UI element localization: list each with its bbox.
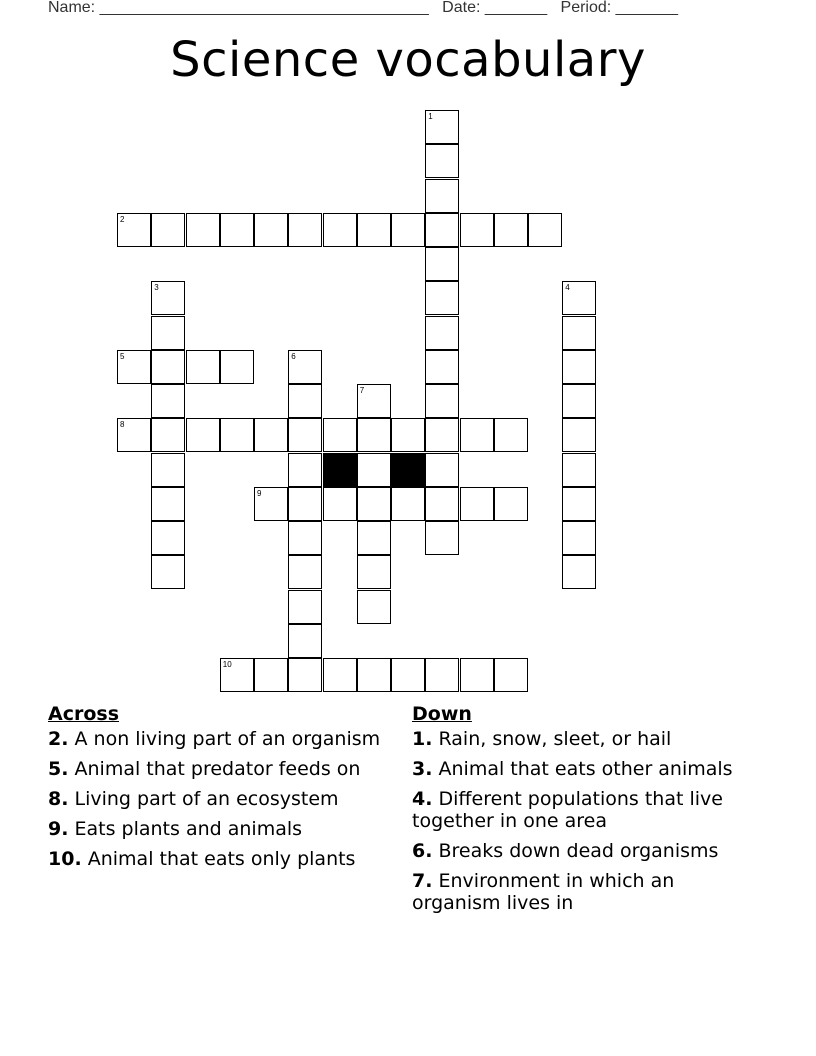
clue-text: Breaks down dead organisms bbox=[438, 840, 719, 862]
clue-across-8 bbox=[48, 788, 393, 810]
crossword-cell[interactable] bbox=[494, 418, 528, 452]
crossword-cell[interactable] bbox=[391, 658, 425, 692]
crossword-cell[interactable] bbox=[288, 555, 322, 589]
crossword-cell[interactable] bbox=[151, 316, 185, 350]
clue-number: 6. bbox=[412, 840, 433, 862]
crossword-cell[interactable] bbox=[494, 658, 528, 692]
crossword-cell[interactable] bbox=[562, 350, 596, 384]
clue-number-label: 4 bbox=[565, 283, 570, 293]
clue-number: 7. bbox=[412, 870, 433, 892]
clue-number-label: 7 bbox=[359, 386, 365, 395]
crossword-cell[interactable] bbox=[151, 350, 185, 384]
clue-number: 8. bbox=[48, 788, 69, 810]
crossword-black-cell bbox=[391, 453, 425, 487]
crossword-cell[interactable] bbox=[186, 213, 220, 247]
page-title: Science vocabulary bbox=[170, 32, 646, 88]
crossword-cell[interactable] bbox=[562, 555, 596, 589]
clue-text: Rain, snow, sleet, or hail bbox=[438, 728, 672, 750]
clue-across-5 bbox=[48, 758, 393, 780]
crossword-cell[interactable] bbox=[425, 213, 459, 247]
crossword-cell[interactable] bbox=[323, 418, 357, 452]
crossword-cell[interactable] bbox=[425, 487, 459, 521]
crossword-cell[interactable] bbox=[425, 350, 459, 384]
clue-down-7 bbox=[412, 870, 757, 914]
crossword-cell[interactable] bbox=[323, 213, 357, 247]
clue-down-3 bbox=[412, 758, 757, 780]
crossword-cell[interactable] bbox=[425, 179, 459, 213]
crossword-cell[interactable] bbox=[288, 453, 322, 487]
clue-text: Animal that eats only plants bbox=[87, 848, 356, 870]
crossword-cell[interactable] bbox=[562, 521, 596, 555]
clue-number: 1. bbox=[412, 728, 433, 750]
period-blank: _______ bbox=[615, 0, 678, 16]
crossword-cell[interactable] bbox=[562, 316, 596, 350]
crossword-cell[interactable] bbox=[288, 521, 322, 555]
date-blank: _______ bbox=[484, 0, 548, 16]
crossword-cell[interactable] bbox=[528, 213, 562, 247]
crossword-cell[interactable] bbox=[425, 658, 459, 692]
crossword-cell[interactable] bbox=[220, 418, 254, 452]
crossword-cell[interactable] bbox=[151, 487, 185, 521]
clue-number: 4. bbox=[412, 788, 433, 810]
clue-number: 10. bbox=[48, 848, 82, 870]
clue-number-label: 6 bbox=[291, 351, 296, 361]
clue-number-label: 8 bbox=[120, 420, 125, 430]
crossword-cell[interactable] bbox=[357, 487, 391, 521]
clue-down-4 bbox=[412, 788, 757, 832]
clue-number: 2. bbox=[48, 728, 69, 750]
crossword-cell[interactable] bbox=[425, 316, 459, 350]
crossword-cell[interactable] bbox=[391, 418, 425, 452]
crossword-cell[interactable] bbox=[151, 521, 185, 555]
crossword-cell[interactable] bbox=[220, 658, 254, 692]
clue-number-label: 3 bbox=[154, 283, 159, 293]
crossword-cell[interactable] bbox=[151, 418, 185, 452]
clue-across-10 bbox=[48, 848, 393, 870]
crossword-cell[interactable] bbox=[288, 487, 322, 521]
crossword-cell[interactable] bbox=[460, 213, 494, 247]
crossword-cell[interactable] bbox=[186, 418, 220, 452]
crossword-cell[interactable] bbox=[460, 418, 494, 452]
clue-text: A non living part of an organism bbox=[74, 728, 381, 750]
crossword-cell[interactable] bbox=[254, 487, 288, 521]
crossword-cell[interactable] bbox=[357, 453, 391, 487]
crossword-cell[interactable] bbox=[288, 350, 322, 384]
crossword-cell[interactable] bbox=[220, 213, 254, 247]
across-heading: Across bbox=[48, 703, 120, 725]
clue-text: Different populations that live together in one area bbox=[412, 788, 723, 832]
clue-number: 9. bbox=[48, 818, 69, 840]
crossword-cell[interactable] bbox=[425, 110, 459, 144]
name-blank: _____________________________________ bbox=[99, 0, 429, 16]
crossword-cell[interactable] bbox=[357, 418, 391, 452]
crossword-cell[interactable] bbox=[117, 213, 151, 247]
clue-text: Animal that predator feeds on bbox=[74, 758, 361, 780]
crossword-cell[interactable] bbox=[494, 487, 528, 521]
crossword-cell[interactable] bbox=[151, 453, 185, 487]
clue-number-label: 10 bbox=[222, 660, 232, 669]
crossword-cell[interactable] bbox=[151, 213, 185, 247]
crossword-cell[interactable] bbox=[357, 658, 391, 692]
crossword-cell[interactable] bbox=[220, 350, 254, 384]
clue-number-label: 1 bbox=[428, 112, 433, 121]
crossword-cell[interactable] bbox=[494, 213, 528, 247]
clue-down-1 bbox=[412, 728, 757, 750]
crossword-cell[interactable] bbox=[391, 213, 425, 247]
crossword-cell[interactable] bbox=[254, 213, 288, 247]
crossword-cell[interactable] bbox=[254, 418, 288, 452]
down-clues bbox=[412, 702, 757, 922]
crossword-cell[interactable] bbox=[151, 555, 185, 589]
clue-text: Animal that eats other animals bbox=[438, 758, 733, 780]
crossword-cell[interactable] bbox=[425, 521, 459, 555]
crossword-cell[interactable] bbox=[357, 384, 391, 418]
crossword-cell[interactable] bbox=[323, 487, 357, 521]
crossword-cell[interactable] bbox=[357, 590, 391, 624]
crossword-cell[interactable] bbox=[562, 281, 596, 315]
crossword-cell[interactable] bbox=[357, 521, 391, 555]
clue-text: Eats plants and animals bbox=[74, 818, 303, 840]
crossword-cell[interactable] bbox=[425, 144, 459, 178]
clue-number-label: 9 bbox=[257, 488, 262, 498]
crossword-cell[interactable] bbox=[562, 453, 596, 487]
clue-down-6 bbox=[412, 840, 757, 862]
clue-number: 3. bbox=[412, 758, 433, 780]
crossword-cell[interactable] bbox=[117, 418, 151, 452]
crossword-cell[interactable] bbox=[288, 590, 322, 624]
crossword-cell[interactable] bbox=[425, 418, 459, 452]
across-clues bbox=[48, 702, 393, 878]
clue-text: Living part of an ecosystem bbox=[74, 788, 339, 810]
crossword-cell[interactable] bbox=[357, 213, 391, 247]
crossword-cell[interactable] bbox=[425, 453, 459, 487]
clue-number-label: 2 bbox=[120, 214, 125, 224]
crossword-cell[interactable] bbox=[460, 487, 494, 521]
date-label: Date: bbox=[442, 0, 481, 16]
crossword-cell[interactable] bbox=[460, 658, 494, 692]
down-heading: Down bbox=[412, 703, 472, 725]
crossword-cell[interactable] bbox=[117, 350, 151, 384]
crossword-cell[interactable] bbox=[288, 213, 322, 247]
crossword-cell[interactable] bbox=[357, 555, 391, 589]
clue-text: Environment in which an organism lives in bbox=[412, 870, 675, 914]
name-label: Name: bbox=[48, 0, 96, 16]
crossword-cell[interactable] bbox=[151, 384, 185, 418]
crossword-cell[interactable] bbox=[288, 384, 322, 418]
crossword-cell[interactable] bbox=[425, 281, 459, 315]
crossword-cell[interactable] bbox=[391, 487, 425, 521]
crossword-cell[interactable] bbox=[254, 658, 288, 692]
crossword-cell[interactable] bbox=[288, 624, 322, 658]
crossword-cell[interactable] bbox=[562, 418, 596, 452]
crossword-cell[interactable] bbox=[425, 384, 459, 418]
crossword-cell[interactable] bbox=[288, 658, 322, 692]
crossword-black-cell bbox=[323, 453, 357, 487]
crossword-cell[interactable] bbox=[562, 487, 596, 521]
clue-across-9 bbox=[48, 818, 393, 840]
clue-number: 5. bbox=[48, 758, 69, 780]
crossword-cell[interactable] bbox=[323, 658, 357, 692]
clue-across-2 bbox=[48, 728, 393, 750]
crossword-cell[interactable] bbox=[186, 350, 220, 384]
clue-number-label: 5 bbox=[120, 351, 125, 361]
crossword-cell[interactable] bbox=[288, 418, 322, 452]
crossword-cell[interactable] bbox=[151, 281, 185, 315]
crossword-cell[interactable] bbox=[562, 384, 596, 418]
period-label: Period: bbox=[560, 0, 612, 16]
crossword-cell[interactable] bbox=[425, 247, 459, 281]
